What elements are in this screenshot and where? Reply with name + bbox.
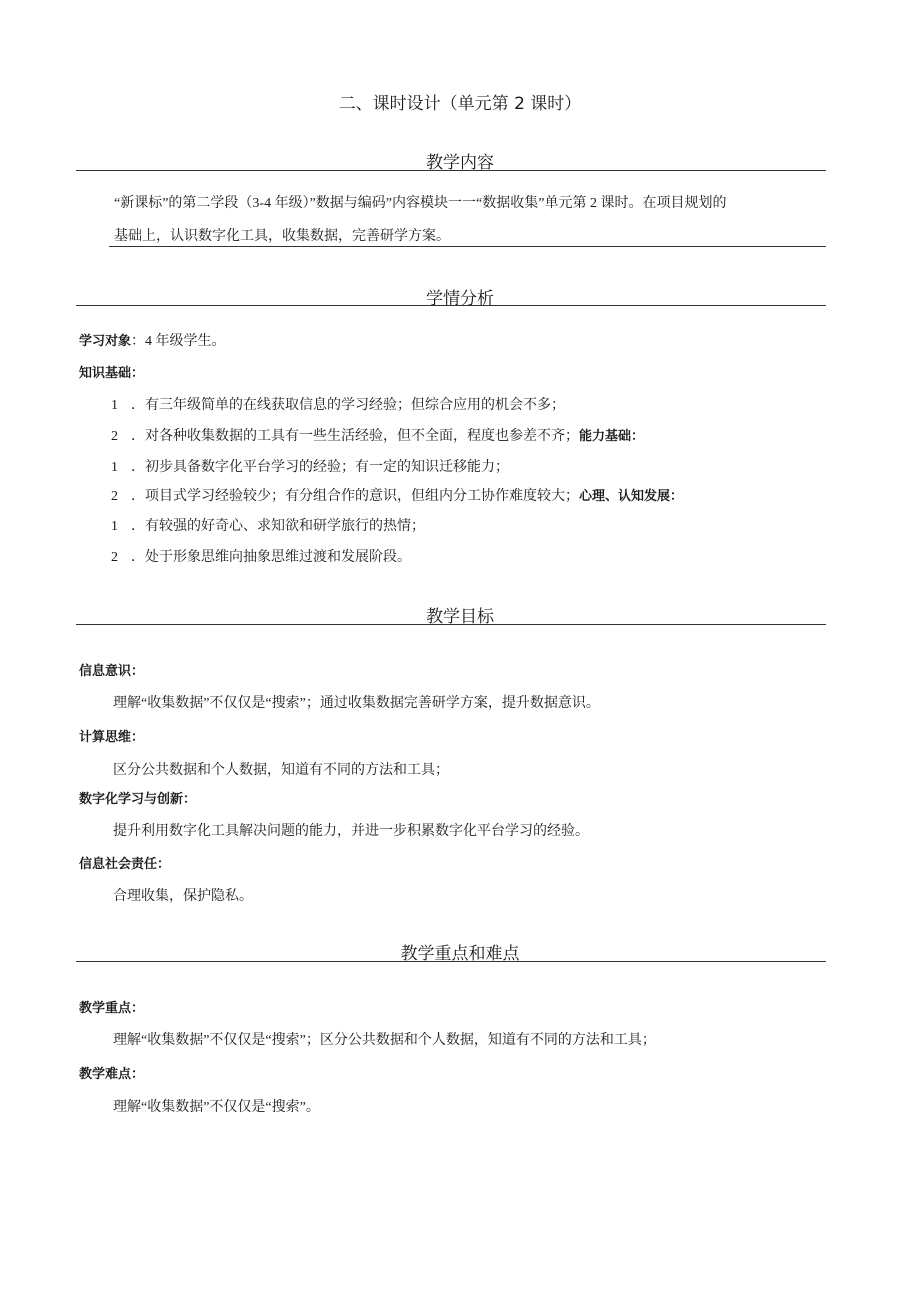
difficult-point-text: 理解“收集数据”不仅仅是“搜索”。 bbox=[113, 1100, 320, 1115]
key-point-label: 教学重点： bbox=[79, 1001, 145, 1016]
goal-text-information-awareness: 理解“收集数据”不仅仅是“搜索”；通过收集数据完善研学方案，提升数据意识。 bbox=[113, 696, 600, 711]
analysis-item: 1 ．初步具备数字化平台学习的经验；有一定的知识迁移能力； bbox=[111, 460, 509, 475]
section-title-key-points: 教学重点和难点 bbox=[400, 944, 520, 964]
key-point-text: 理解“收集数据”不仅仅是“搜索”；区分公共数据和个人数据，知道有不同的方法和工具； bbox=[113, 1033, 656, 1048]
psychology-label: 心理、认知发展： bbox=[579, 489, 684, 504]
document-title: 二、课时设计（单元第 2 课时） bbox=[338, 94, 582, 114]
analysis-item: 1 ．有较强的好奇心、求知欲和研学旅行的热情； bbox=[111, 519, 425, 534]
section-rule-key-points bbox=[76, 961, 826, 962]
knowledge-base-label: 知识基础： bbox=[79, 366, 145, 381]
analysis-item: 2 ．项目式学习经验较少；有分组合作的意识，但组内分工协作难度较大；心理、认知发展： bbox=[111, 489, 684, 504]
analysis-item: 2 ．处于形象思维向抽象思维过渡和发展阶段。 bbox=[111, 550, 411, 565]
goal-text-social-responsibility: 合理收集，保护隐私。 bbox=[113, 889, 253, 904]
learning-object-value: ：4 年级学生。 bbox=[131, 334, 226, 349]
goal-label-information-awareness: 信息意识： bbox=[79, 664, 145, 679]
goal-text-digital-learning: 提升利用数字化工具解决问题的能力，并进一步积累数字化平台学习的经验。 bbox=[113, 824, 589, 839]
goal-text-computational-thinking: 区分公共数据和个人数据，知道有不同的方法和工具； bbox=[113, 763, 449, 778]
difficult-point-label: 教学难点： bbox=[79, 1067, 145, 1082]
content-bottom-rule bbox=[109, 246, 826, 247]
section-title-analysis: 学情分析 bbox=[426, 289, 494, 309]
section-rule-content bbox=[76, 170, 826, 171]
goal-label-social-responsibility: 信息社会责任： bbox=[79, 857, 171, 872]
content-paragraph-line-1: “新课标”的第二学段（3-4 年级）”数据与编码”内容模块一一“数据收集”单元第 2 课时。在项目规划的 bbox=[114, 196, 727, 211]
analysis-item: 2 ．对各种收集数据的工具有一些生活经验，但不全面，程度也参差不齐；能力基础： bbox=[111, 429, 645, 444]
goal-label-digital-learning: 数字化学习与创新： bbox=[79, 792, 197, 807]
learning-object-label: 学习对象 bbox=[79, 334, 132, 349]
section-title-content: 教学内容 bbox=[426, 153, 494, 173]
content-paragraph-line-2: 基础上，认识数字化工具，收集数据，完善研学方案。 bbox=[114, 229, 450, 244]
section-rule-analysis bbox=[76, 305, 826, 306]
analysis-item: 1 ．有三年级简单的在线获取信息的学习经验；但综合应用的机会不多； bbox=[111, 398, 565, 413]
goal-label-computational-thinking: 计算思维： bbox=[79, 730, 145, 745]
section-rule-goals bbox=[76, 624, 826, 625]
learning-object-line bbox=[79, 330, 226, 350]
ability-base-label: 能力基础： bbox=[579, 429, 645, 444]
section-title-goals: 教学目标 bbox=[426, 607, 494, 627]
